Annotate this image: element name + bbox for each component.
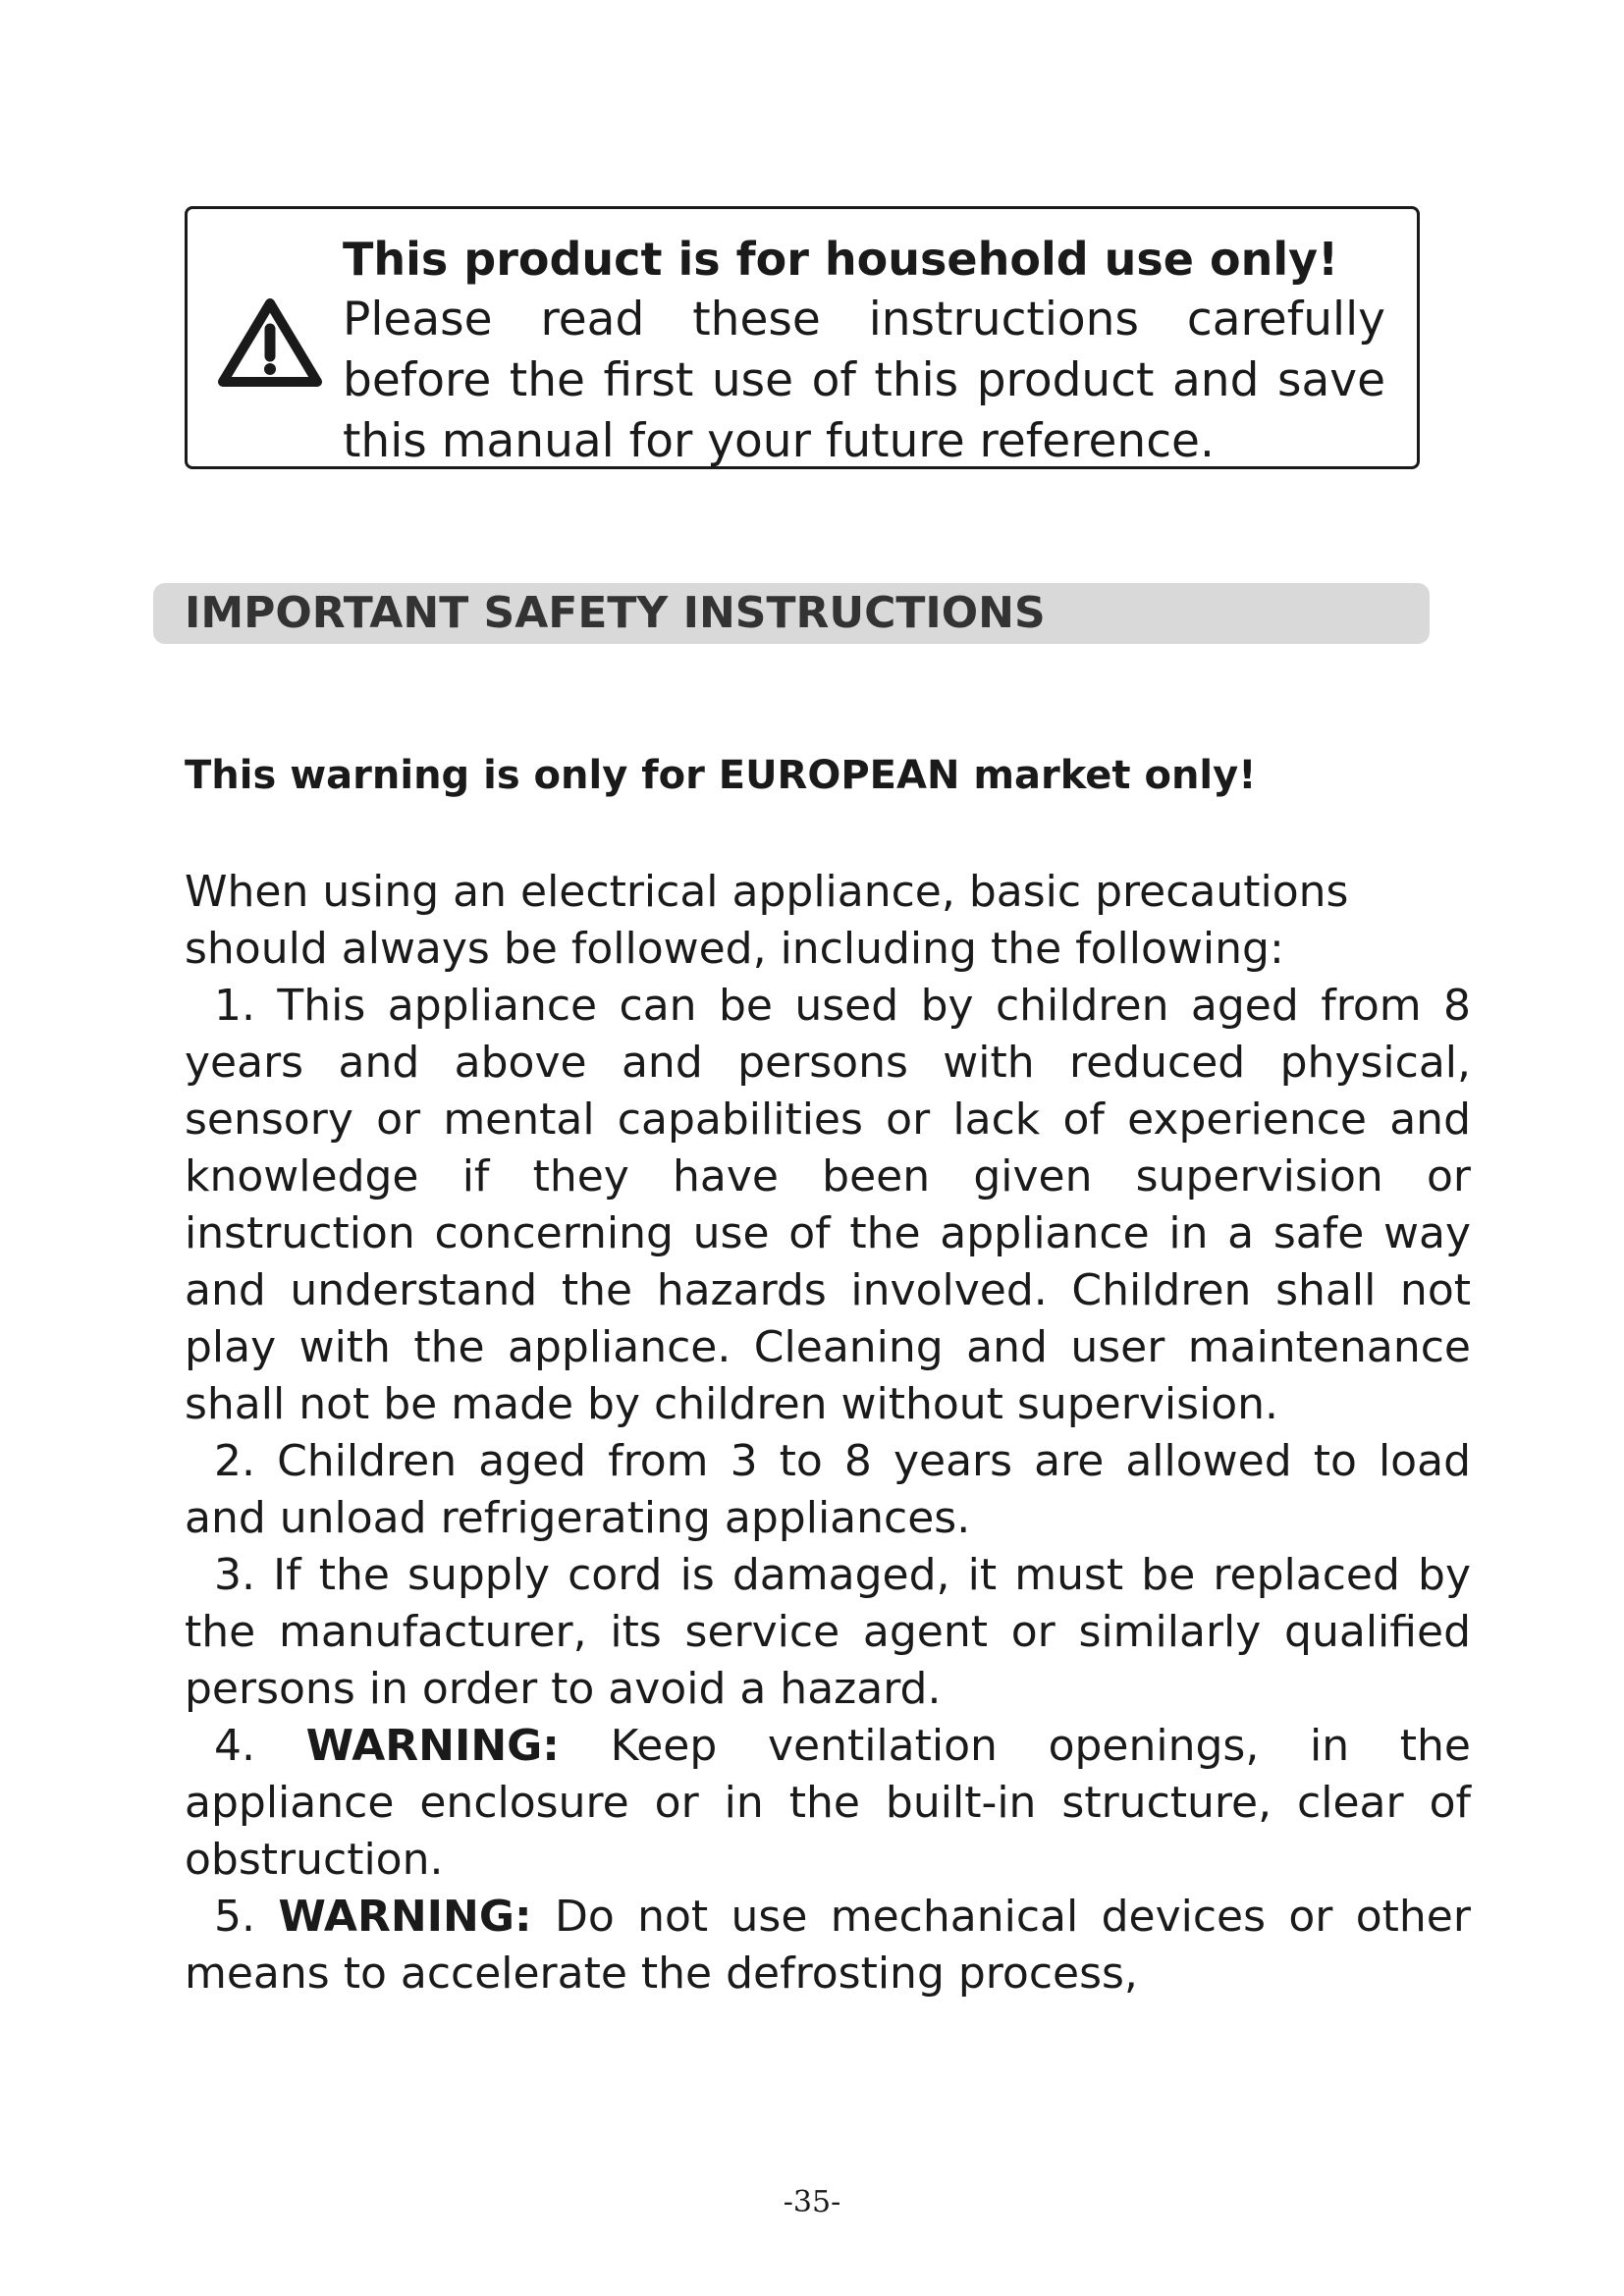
item-text: If the supply cord is damaged, it must be replaced by the manufacturer, its service agent or similarly qualified persons in order to avoid a hazard.	[185, 1550, 1471, 1714]
warning-label: WARNING:	[278, 1892, 532, 1942]
section-title: IMPORTANT SAFETY INSTRUCTIONS	[185, 588, 1046, 638]
instruction-item-5	[185, 1889, 1471, 2002]
item-number: 5.	[214, 1892, 255, 1942]
notice-title: This product is for household use only!	[343, 233, 1339, 286]
instruction-item-3	[185, 1547, 1471, 1718]
warning-label: WARNING:	[305, 1721, 560, 1771]
warning-triangle-icon	[215, 295, 325, 394]
item-text: Keep ventilation openings, in the appliance enclosure or in the built-in structure, clear of obstruction.	[185, 1721, 1471, 1885]
item-number: 3.	[214, 1550, 255, 1600]
instruction-item-2	[185, 1433, 1471, 1547]
item-number: 1.	[214, 981, 255, 1031]
item-number: 2.	[214, 1436, 255, 1486]
notice-body: Please read these instructions carefully before the first use of this product and save this manual for your future reference.	[343, 293, 1385, 468]
section-header-bar	[153, 583, 1430, 644]
item-text: Do not use mechanical devices or other means to accelerate the defrosting process,	[185, 1892, 1471, 1999]
item-text: Children aged from 3 to 8 years are allowed to load and unload refrigerating appliances.	[185, 1436, 1471, 1543]
item-text: This appliance can be used by children aged from 8 years and above and persons with reduced physical, sensory or mental capabilities or lack of experience and knowledge if they have been given supervision or instruction concerning use of the appliance in a safe way and understand the hazards involved. Children shall not play with the appliance. Cleaning and user maintenance shall not be made by children without supervision.	[185, 981, 1471, 1429]
instruction-item-1	[185, 978, 1471, 1433]
notice-text	[343, 229, 1385, 472]
market-warning: This warning is only for EUROPEAN market only!	[185, 753, 1257, 798]
instructions-content	[185, 864, 1471, 2002]
household-use-notice	[185, 206, 1420, 469]
intro-paragraph: When using an electrical appliance, basic precautions should always be followed, including the following:	[185, 867, 1349, 974]
item-number: 4.	[214, 1721, 255, 1771]
instruction-item-4	[185, 1718, 1471, 1889]
page-number: -35-	[783, 2185, 841, 2219]
